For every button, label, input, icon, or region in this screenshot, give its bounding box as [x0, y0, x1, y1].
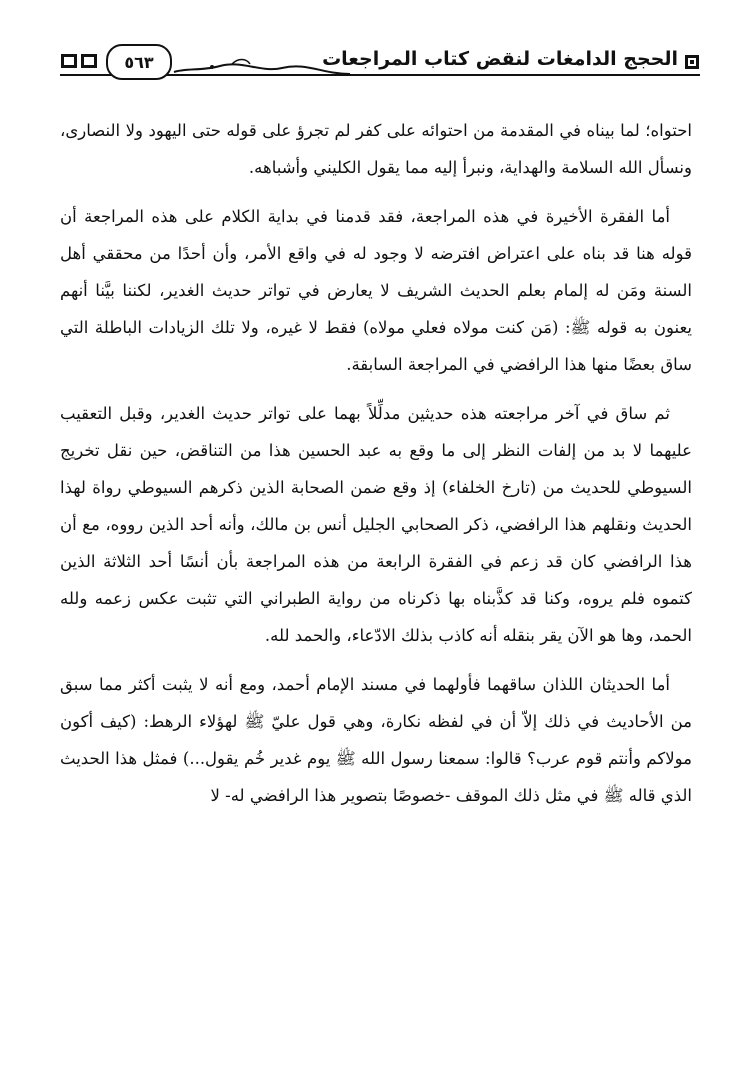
page-number: ٥٦٣ — [124, 52, 154, 72]
header-end-ornament-icon — [60, 52, 98, 70]
flourish-ornament-icon — [172, 58, 352, 80]
header-ornament-icon — [684, 54, 700, 70]
page-number-badge — [106, 44, 172, 80]
paragraph: أما الفقرة الأخيرة في هذه المراجعة، فقد قدمنا في بداية الكلام على هذه المراجعة أن قوله هنا قد بناه على اعتراض افترضه لا وجود له في واقع الأمر، وأن أحدًا من محققي أهل السنة ومَن له إلمام بعلم الحديث الشريف لا يعارض في تواتر حديث الغدير، لكننا بيَّنا أنهم يعنون به قوله ﷺ: (مَن كنت مولاه فعلي مولاه) فقط لا غيره، ولا تلك الزيادات الباطلة التي ساق بعضًا منها هذا الرافضي في المراجعة السابقة. — [60, 207, 692, 374]
paragraph: احتواه؛ لما بيناه في المقدمة من احتوائه على كفر لم تجرؤ على قوله حتى اليهود ولا النصارى، ونسأل الله السلامة والهداية، ونبرأ إليه مما يقول الكليني وأشباهه. — [60, 121, 692, 177]
book-title: الحجج الدامغات لنقض كتاب المراجعات — [322, 48, 678, 70]
paragraph: ثم ساق في آخر مراجعته هذه حديثين مدلِّلاً بهما على تواتر حديث الغدير، وقبل التعقيب عليهما لا بد من إلفات النظر إلى ما وقع به عبد الحسين هذا من التناقض، حين نقل تخريج السيوطي للحديث من (تارخ الخلفاء) إذ وقع ضمن الصحابة الذين ذكرهم السيوطي رواة لهذا الحديث ونقلهم هذا الرافضي، ذكر الصحابي الجليل أنس بن مالك، وأنه أحد الذين رووه، مع أن هذا الرافضي كان قد زعم في الفقرة الرابعة من هذه المراجعة بأن أنسًا أحد الثلاثة الذين كتموه فلم يروه، وكنا قد كذَّبناه بها ذكرناه من رواية الطبراني التي تثبت عكس زعمه ولله الحمد، وها هو الآن يقر بنقله أنه كاذب بذلك الادّعاء، والحمد لله. — [60, 404, 692, 645]
page-body — [60, 112, 692, 826]
paragraph: أما الحديثان اللذان ساقهما فأولهما في مسند الإمام أحمد، ومع أنه لا يثبت أكثر مما سبق من الأحاديث في ذلك إلاّ أن في لفظه نكارة، وهي قول عليّ ﷺ لهؤلاء الرهط: (كيف أكون مولاكم وأنتم قوم عرب؟ قالوا: سمعنا رسول الله ﷺ يوم غدير خُم يقول...) فمثل هذا الحديث الذي قاله ﷺ في مثل ذلك الموقف -خصوصًا بتصوير هذا الرافضي له- لا — [60, 675, 692, 805]
page-header — [60, 40, 700, 84]
